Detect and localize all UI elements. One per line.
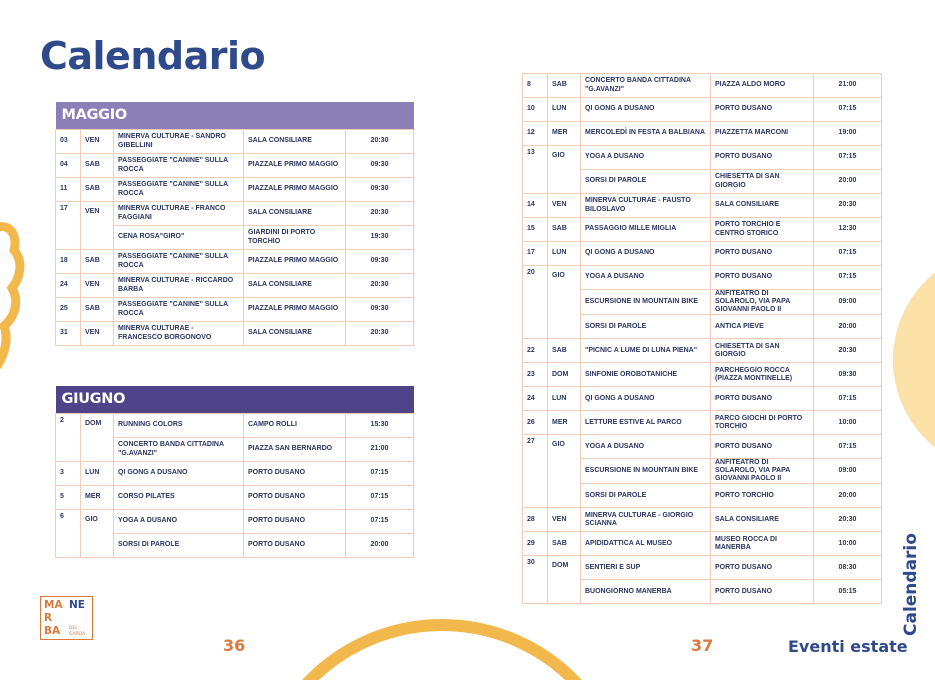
weekday: SAB	[548, 74, 581, 98]
event-place: PORTO TORCHIO E CENTRO STORICO	[711, 218, 814, 242]
event-time: 12:30	[814, 218, 882, 242]
event-place: SALA CONSILIARE	[711, 508, 814, 532]
day-number: 29	[523, 532, 548, 556]
weekday: LUN	[548, 387, 581, 411]
event-place: PORTO DUSANO	[711, 98, 814, 122]
weekday: GIO	[548, 266, 581, 339]
table-row	[523, 218, 882, 242]
event-name: CONCERTO BANDA CITTADINA "G.AVANZI"	[114, 438, 244, 462]
event-time: 07:15	[346, 510, 414, 534]
table-row	[56, 178, 414, 202]
event-place: PORTO DUSANO	[244, 534, 346, 558]
day-number: 31	[56, 322, 81, 346]
logo-text-5: DEL	[69, 626, 78, 631]
day-number: 24	[56, 274, 81, 298]
event-place: ANTICA PIEVE	[711, 315, 814, 339]
month-header-maggio: MAGGIO	[56, 102, 414, 129]
event-name: MINERVA CULTURAE - RICCARDO BARBA	[114, 274, 244, 298]
table-row	[56, 298, 414, 322]
weekday: SAB	[548, 218, 581, 242]
event-name: SORSI DI PAROLE	[114, 534, 244, 558]
table-row	[523, 339, 882, 363]
table-row	[523, 532, 882, 556]
calendar-table-giugno	[55, 386, 414, 558]
day-number: 17	[523, 242, 548, 266]
day-number: 28	[523, 508, 548, 532]
event-time: 09:30	[346, 154, 414, 178]
event-time: 10:00	[814, 411, 882, 435]
page-title: Calendario	[40, 34, 266, 78]
event-time: 20:30	[346, 274, 414, 298]
event-name: QI GONG A DUSANO	[581, 98, 711, 122]
event-place: PIAZZALE PRIMO MAGGIO	[244, 178, 346, 202]
weekday: MER	[81, 486, 114, 510]
event-place: PORTO DUSANO	[711, 387, 814, 411]
event-name: MINERVA CULTURAE - GIORGIO SCIANNA	[581, 508, 711, 532]
weekday: GIO	[548, 146, 581, 194]
weekday: VEN	[81, 322, 114, 346]
event-time: 07:15	[814, 242, 882, 266]
event-place: SALA CONSILIARE	[244, 322, 346, 346]
event-place: MUSEO ROCCA DI MANERBA	[711, 532, 814, 556]
weekday: MER	[548, 122, 581, 146]
circle-right	[893, 248, 935, 472]
event-place: PARCHEGGIO ROCCA (PIAZZA MONTINELLE)	[711, 363, 814, 387]
day-number: 10	[523, 98, 548, 122]
weekday: GIO	[81, 510, 114, 558]
event-time: 20:00	[346, 534, 414, 558]
table-row	[523, 435, 882, 459]
event-name: CENA ROSA"GIRO"	[114, 226, 244, 250]
day-number: 04	[56, 154, 81, 178]
table-row	[56, 130, 414, 154]
event-name: MINERVA CULTURAE - FAUSTO BILOSLAVO	[581, 194, 711, 218]
day-number: 5	[56, 486, 81, 510]
logo-text-3: R	[44, 612, 53, 624]
event-place: ANFITEATRO DI SOLAROLO, VIA PAPA GIOVANNI PAOLO II	[711, 290, 814, 315]
event-place: PIAZZALE PRIMO MAGGIO	[244, 298, 346, 322]
manerba-logo	[40, 596, 93, 640]
event-time: 19:30	[346, 226, 414, 250]
event-time: 21:00	[814, 74, 882, 98]
event-name: MINERVA CULTURAE - SANDRO GIBELLINI	[114, 130, 244, 154]
day-number: 24	[523, 387, 548, 411]
day-number: 30	[523, 556, 548, 604]
event-place: PIAZZETTA MARCONI	[711, 122, 814, 146]
weekday: VEN	[81, 202, 114, 250]
event-name: PASSAGGIO MILLE MIGLIA	[581, 218, 711, 242]
event-name: ESCURSIONE IN MOUNTAIN BIKE	[581, 290, 711, 315]
table-row	[523, 98, 882, 122]
event-time: 07:15	[814, 435, 882, 459]
event-name: MINERVA CULTURAE - FRANCESCO BORGONOVO	[114, 322, 244, 346]
event-place: CAMPO ROLLI	[244, 414, 346, 438]
day-number: 20	[523, 266, 548, 339]
event-name: PASSEGGIATE "CANINE" SULLA ROCCA	[114, 154, 244, 178]
logo-text-6: GARDA	[69, 632, 86, 637]
logo-text-1: MA	[44, 599, 63, 611]
event-place: PORTO DUSANO	[244, 462, 346, 486]
event-place: PORTO TORCHIO	[711, 484, 814, 508]
table-row	[523, 508, 882, 532]
event-place: GIARDINI DI PORTO TORCHIO	[244, 226, 346, 250]
event-time: 20:30	[346, 202, 414, 226]
table-row	[56, 274, 414, 298]
table-row	[56, 322, 414, 346]
table-row	[56, 202, 414, 226]
event-name: RUNNING COLORS	[114, 414, 244, 438]
day-number: 12	[523, 122, 548, 146]
event-place: PORTO DUSANO	[244, 486, 346, 510]
event-time: 07:15	[814, 266, 882, 290]
event-place: SALA CONSILIARE	[244, 202, 346, 226]
event-time: 05:15	[814, 580, 882, 604]
weekday: SAB	[81, 250, 114, 274]
weekday: LUN	[81, 462, 114, 486]
weekday: VEN	[548, 508, 581, 532]
event-time: 20:30	[814, 508, 882, 532]
day-number: 18	[56, 250, 81, 274]
day-number: 23	[523, 363, 548, 387]
weekday: SAB	[81, 298, 114, 322]
event-time: 09:00	[814, 290, 882, 315]
table-row	[523, 266, 882, 290]
page-number-right: 37	[691, 636, 714, 655]
event-time: 07:15	[814, 98, 882, 122]
event-time: 09:00	[814, 459, 882, 484]
event-place: PORTO DUSANO	[711, 242, 814, 266]
event-time: 20:30	[814, 339, 882, 363]
day-number: 3	[56, 462, 81, 486]
event-name: SINFONIE OROBOTANICHE	[581, 363, 711, 387]
table-row	[56, 462, 414, 486]
weekday: DOM	[548, 556, 581, 604]
event-name: PASSEGGIATE "CANINE" SULLA ROCCA	[114, 178, 244, 202]
event-name: QI GONG A DUSANO	[581, 242, 711, 266]
event-place: PIAZZALE PRIMO MAGGIO	[244, 154, 346, 178]
day-number: 2	[56, 414, 81, 462]
event-place: PIAZZA SAN BERNARDO	[244, 438, 346, 462]
event-place: PORTO DUSANO	[711, 556, 814, 580]
day-number: 27	[523, 435, 548, 508]
event-time: 19:00	[814, 122, 882, 146]
event-place: SALA CONSILIARE	[711, 194, 814, 218]
logo-text-2: NE	[69, 599, 85, 611]
event-name: SORSI DI PAROLE	[581, 315, 711, 339]
event-name: YOGA A DUSANO	[581, 435, 711, 459]
event-time: 20:30	[346, 322, 414, 346]
event-time: 20:30	[346, 130, 414, 154]
event-place: ANFITEATRO DI SOLAROLO, VIA PAPA GIOVANNI PAOLO II	[711, 459, 814, 484]
event-place: SALA CONSILIARE	[244, 130, 346, 154]
event-name: PASSEGGIATE "CANINE" SULLA ROCCA	[114, 250, 244, 274]
event-place: PORTO DUSANO	[244, 510, 346, 534]
weekday: MER	[548, 411, 581, 435]
event-name: ESCURSIONE IN MOUNTAIN BIKE	[581, 459, 711, 484]
calendar-table-giugno-continued	[522, 73, 882, 604]
event-name: APIDIDATTICA AL MUSEO	[581, 532, 711, 556]
event-name: SORSI DI PAROLE	[581, 484, 711, 508]
event-name: PASSEGGIATE "CANINE" SULLA ROCCA	[114, 298, 244, 322]
table-row	[56, 154, 414, 178]
arc-bottom	[257, 625, 627, 680]
event-place: PORTO DUSANO	[711, 580, 814, 604]
event-name: MINERVA CULTURAE - FRANCO FAGGIANI	[114, 202, 244, 226]
event-time: 07:15	[346, 486, 414, 510]
weekday: DOM	[548, 363, 581, 387]
event-place: PIAZZA ALDO MORO	[711, 74, 814, 98]
day-number: 14	[523, 194, 548, 218]
event-time: 20:30	[814, 194, 882, 218]
event-time: 07:15	[346, 462, 414, 486]
day-number: 22	[523, 339, 548, 363]
event-time: 10:00	[814, 532, 882, 556]
page-number-left: 36	[223, 636, 246, 655]
weekday: VEN	[81, 274, 114, 298]
day-number: 17	[56, 202, 81, 250]
table-row	[523, 74, 882, 98]
day-number: 13	[523, 146, 548, 194]
event-place: CHIESETTA DI SAN GIORGIO	[711, 170, 814, 194]
event-time: 09:30	[346, 178, 414, 202]
event-name: QI GONG A DUSANO	[114, 462, 244, 486]
weekday: SAB	[81, 178, 114, 202]
event-time: 07:15	[814, 387, 882, 411]
event-time: 09:30	[346, 250, 414, 274]
event-time: 15:30	[346, 414, 414, 438]
weekday: SAB	[81, 154, 114, 178]
event-time: 09:30	[814, 363, 882, 387]
weekday: LUN	[548, 242, 581, 266]
table-row	[523, 122, 882, 146]
event-name: SORSI DI PAROLE	[581, 170, 711, 194]
event-name: "PICNIC A LUME DI LUNA PIENA"	[581, 339, 711, 363]
day-number: 8	[523, 74, 548, 98]
event-name: LETTURE ESTIVE AL PARCO	[581, 411, 711, 435]
weekday: DOM	[81, 414, 114, 462]
footer-section-title: Eventi estate	[788, 637, 908, 656]
event-time: 20:00	[814, 315, 882, 339]
event-place: SALA CONSILIARE	[244, 274, 346, 298]
event-time: 20:00	[814, 170, 882, 194]
event-name: QI GONG A DUSANO	[581, 387, 711, 411]
table-row	[523, 556, 882, 580]
weekday: SAB	[548, 339, 581, 363]
logo-text-4: BA	[44, 625, 61, 637]
weekday: VEN	[81, 130, 114, 154]
wavy-line-left	[0, 227, 20, 372]
table-row	[56, 486, 414, 510]
event-place: PIAZZALE PRIMO MAGGIO	[244, 250, 346, 274]
event-name: SENTIERI E SUP	[581, 556, 711, 580]
day-number: 26	[523, 411, 548, 435]
event-time: 09:30	[346, 298, 414, 322]
event-name: CORSO PILATES	[114, 486, 244, 510]
event-place: PARCO GIOCHI DI PORTO TORCHIO	[711, 411, 814, 435]
event-time: 20:00	[814, 484, 882, 508]
day-number: 15	[523, 218, 548, 242]
day-number: 03	[56, 130, 81, 154]
table-row	[523, 242, 882, 266]
day-number: 25	[56, 298, 81, 322]
event-name: CONCERTO BANDA CITTADINA "G.AVANZI"	[581, 74, 711, 98]
event-place: PORTO DUSANO	[711, 266, 814, 290]
event-place: PORTO DUSANO	[711, 146, 814, 170]
month-header-giugno: GIUGNO	[56, 386, 414, 413]
day-number: 11	[56, 178, 81, 202]
event-name: YOGA A DUSANO	[581, 266, 711, 290]
table-row	[56, 250, 414, 274]
event-name: MERCOLEDÌ IN FESTA A BALBIANA	[581, 122, 711, 146]
calendar-table-maggio	[55, 102, 414, 346]
day-number: 6	[56, 510, 81, 558]
event-place: CHIESETTA DI SAN GIORGIO	[711, 339, 814, 363]
event-time: 08:30	[814, 556, 882, 580]
table-row	[56, 414, 414, 438]
table-row	[523, 194, 882, 218]
weekday: VEN	[548, 194, 581, 218]
side-title: Calendario	[901, 533, 921, 636]
event-place: PORTO DUSANO	[711, 435, 814, 459]
event-time: 07:15	[814, 146, 882, 170]
weekday: SAB	[548, 532, 581, 556]
table-row	[523, 363, 882, 387]
weekday: LUN	[548, 98, 581, 122]
event-name: YOGA A DUSANO	[114, 510, 244, 534]
table-row	[523, 387, 882, 411]
event-name: YOGA A DUSANO	[581, 146, 711, 170]
event-name: BUONGIORNO MANERBA	[581, 580, 711, 604]
table-row	[523, 411, 882, 435]
table-row	[56, 510, 414, 534]
weekday: GIO	[548, 435, 581, 508]
event-time: 21:00	[346, 438, 414, 462]
table-row	[523, 146, 882, 170]
